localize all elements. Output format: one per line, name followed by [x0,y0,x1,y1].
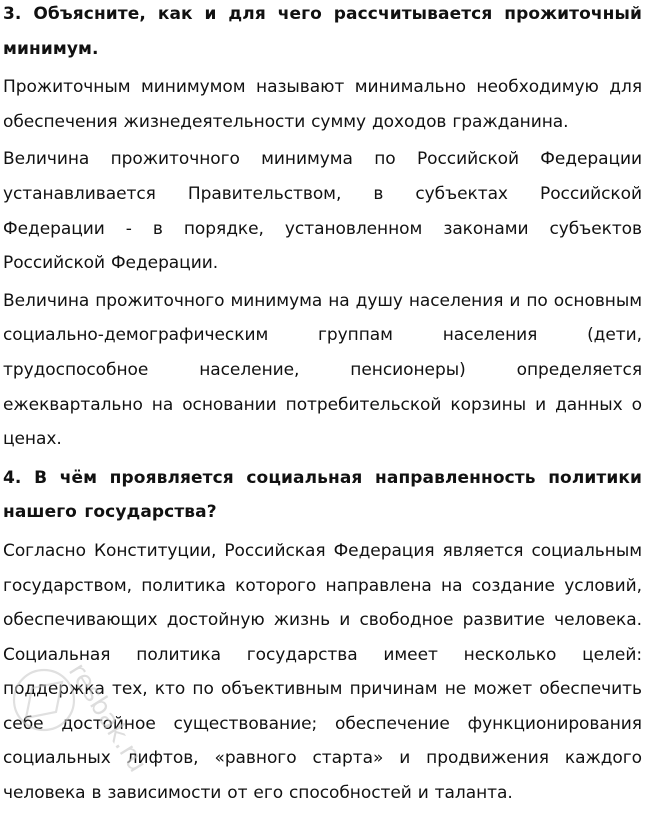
svg-text:resbak.ru: resbak.ru [62,657,153,778]
document-page [3,0,642,811]
section-4-title: 4. В чём проявляется социальная направленность политики нашего государства? [3,467,642,523]
section-4-paragraph-1: Согласно Конституции, Российская Федерация является социальным государством, политика которого направлена на создание условий, обеспечивающих достойную жизнь и свободное развитие человека. Социальная политика государства имеет несколько целей: поддержка тех, кто по объективным причинам не может обеспечить себе достойное существование; обеспечение функционирования социальных лифтов, «равного старта» и продвижения каждого человека в зависимости от его способностей и таланта. [3,540,642,804]
section-3-paragraph-3: Величина прожиточного минимума на душу населения и по основным социально-демографическим группам населения (дети, трудоспособное население, пенсионеры) определяется ежеквартально на основании потребительской корзины и данных о ценах. [3,290,642,450]
section-3-paragraph-2: Величина прожиточного минимума по Российской Федерации устанавливается Правительством, в субъектах Российской Федерации - в порядке, установленном законами субъектов Российской Федерации. [3,149,642,274]
section-3-paragraph-1: Прожиточным минимумом называют минимально необходимую для обеспечения жизнедеятельности сумму доходов гражданина. [3,77,642,132]
section-3-title: 3. Объясните, как и для чего рассчитывается прожиточный минимум. [3,4,642,59]
